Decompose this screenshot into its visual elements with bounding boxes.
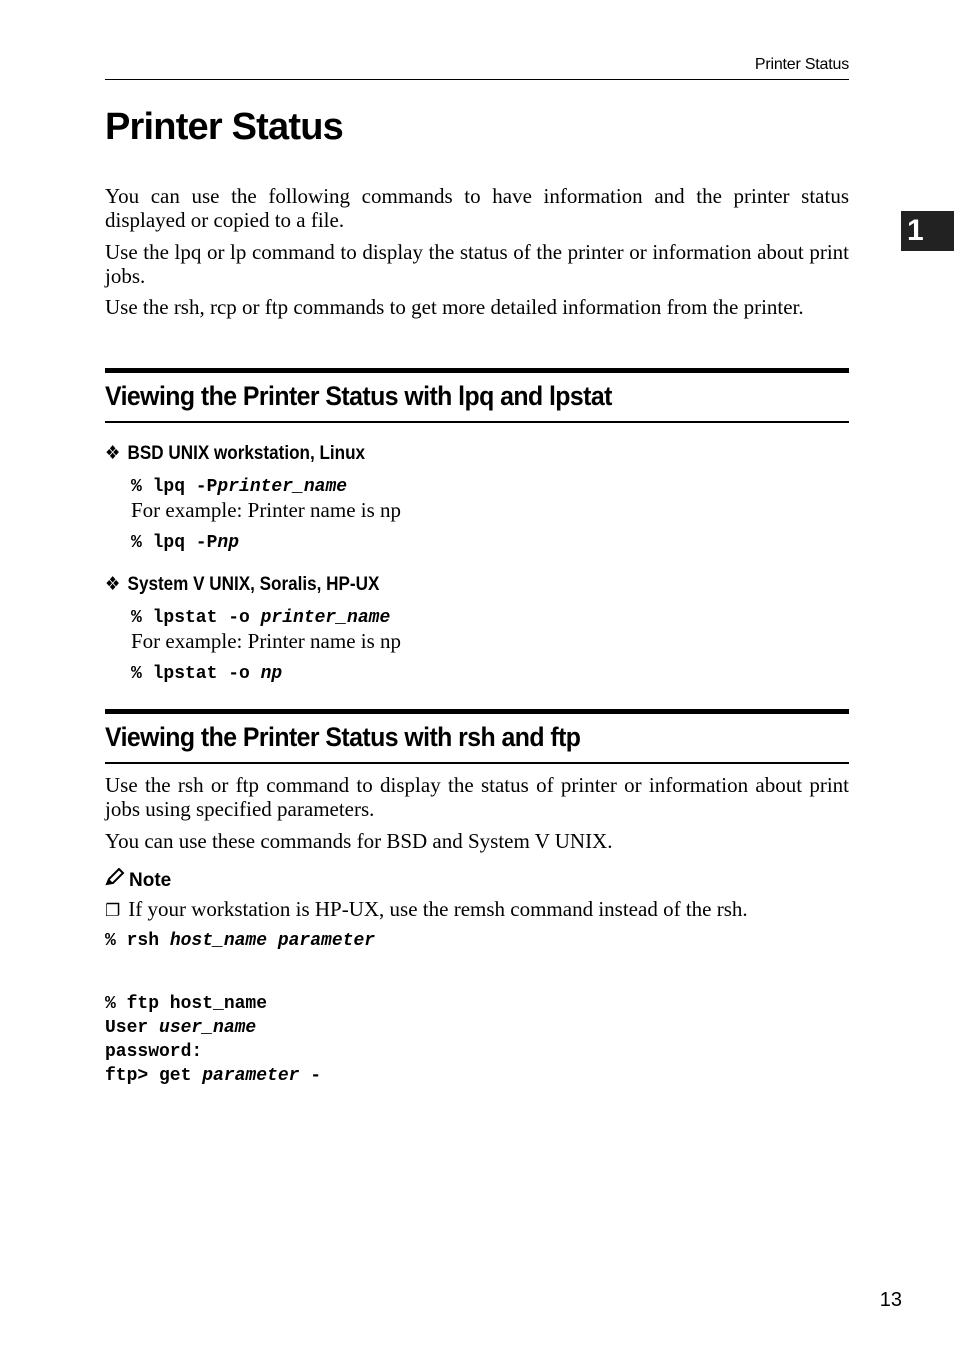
diamond-bullet-icon: ❖: [105, 573, 121, 595]
bsd-subheading: [105, 441, 365, 466]
ftp-command-line-4: [105, 1064, 321, 1088]
sysv-command-2: [131, 662, 282, 686]
command-arg: host_name parameter: [169, 931, 376, 951]
rsh-paragraph-2: You can use these commands for BSD and System V UNIX.: [105, 829, 613, 853]
command-arg: np: [217, 533, 240, 553]
page-number: 13: [879, 1289, 902, 1311]
rsh-command: [105, 929, 375, 953]
bsd-command-1: [131, 475, 347, 499]
section-rule-top: [105, 709, 849, 714]
command-arg: parameter: [202, 1066, 300, 1086]
command-arg: user_name: [159, 1018, 257, 1038]
command-text: ftp> get: [105, 1066, 203, 1086]
section-rule-top: [105, 368, 849, 373]
command-text: % lpstat -o: [131, 664, 261, 684]
command-arg: printer_name: [260, 608, 391, 628]
bsd-subheading-text: BSD UNIX workstation, Linux: [127, 443, 366, 464]
ftp-command-line-2: [105, 1016, 256, 1040]
sysv-subheading: [105, 572, 379, 597]
diamond-bullet-icon: ❖: [105, 442, 121, 464]
sysv-example: For example: Printer name is np: [131, 629, 402, 653]
command-text: % rsh: [105, 931, 170, 951]
command-arg: np: [260, 664, 283, 684]
note-item-text: If your workstation is HP-UX, use the remsh command instead of the rsh.: [128, 897, 748, 921]
ftp-command-line-3: password:: [105, 1042, 203, 1062]
checkbox-bullet-icon: ❐: [105, 901, 121, 921]
rsh-paragraph-1: Use the rsh or ftp command to display the status of printer or information about print jobs using specified parameters.: [105, 773, 849, 821]
note-label-text: Note: [129, 870, 172, 891]
command-text: % lpstat -o: [131, 608, 261, 628]
section-rule-bottom: [105, 762, 849, 764]
section-heading-rsh: Viewing the Printer Status with rsh and ftp: [105, 722, 581, 752]
header-rule: [105, 79, 849, 80]
note-label: [105, 868, 171, 893]
note-item: [105, 897, 748, 923]
section-rule-bottom: [105, 421, 849, 423]
pencil-icon: [105, 868, 125, 893]
page-title: Printer Status: [105, 106, 343, 148]
command-text: % lpq -P: [131, 477, 218, 497]
command-text: -: [299, 1066, 322, 1086]
intro-paragraph-1: You can use the following commands to have information and the printer status displayed or copied to a file.: [105, 184, 849, 232]
section-heading-lpq: Viewing the Printer Status with lpq and lpstat: [105, 381, 612, 411]
chapter-tab: 1: [901, 211, 954, 251]
intro-paragraph-3: Use the rsh, rcp or ftp commands to get more detailed information from the printer.: [105, 295, 804, 319]
sysv-command-1: [131, 606, 390, 630]
running-header: Printer Status: [754, 56, 849, 73]
sysv-subheading-text: System V UNIX, Soralis, HP-UX: [127, 574, 380, 595]
bsd-command-2: [131, 531, 239, 555]
bsd-example: For example: Printer name is np: [131, 498, 402, 522]
command-arg: printer_name: [217, 477, 348, 497]
ftp-command-line-1: % ftp host_name: [105, 994, 268, 1014]
intro-paragraph-2: Use the lpq or lp command to display the status of the printer or information about print jobs.: [105, 240, 849, 288]
command-text: % lpq -P: [131, 533, 218, 553]
command-text: User: [105, 1018, 160, 1038]
